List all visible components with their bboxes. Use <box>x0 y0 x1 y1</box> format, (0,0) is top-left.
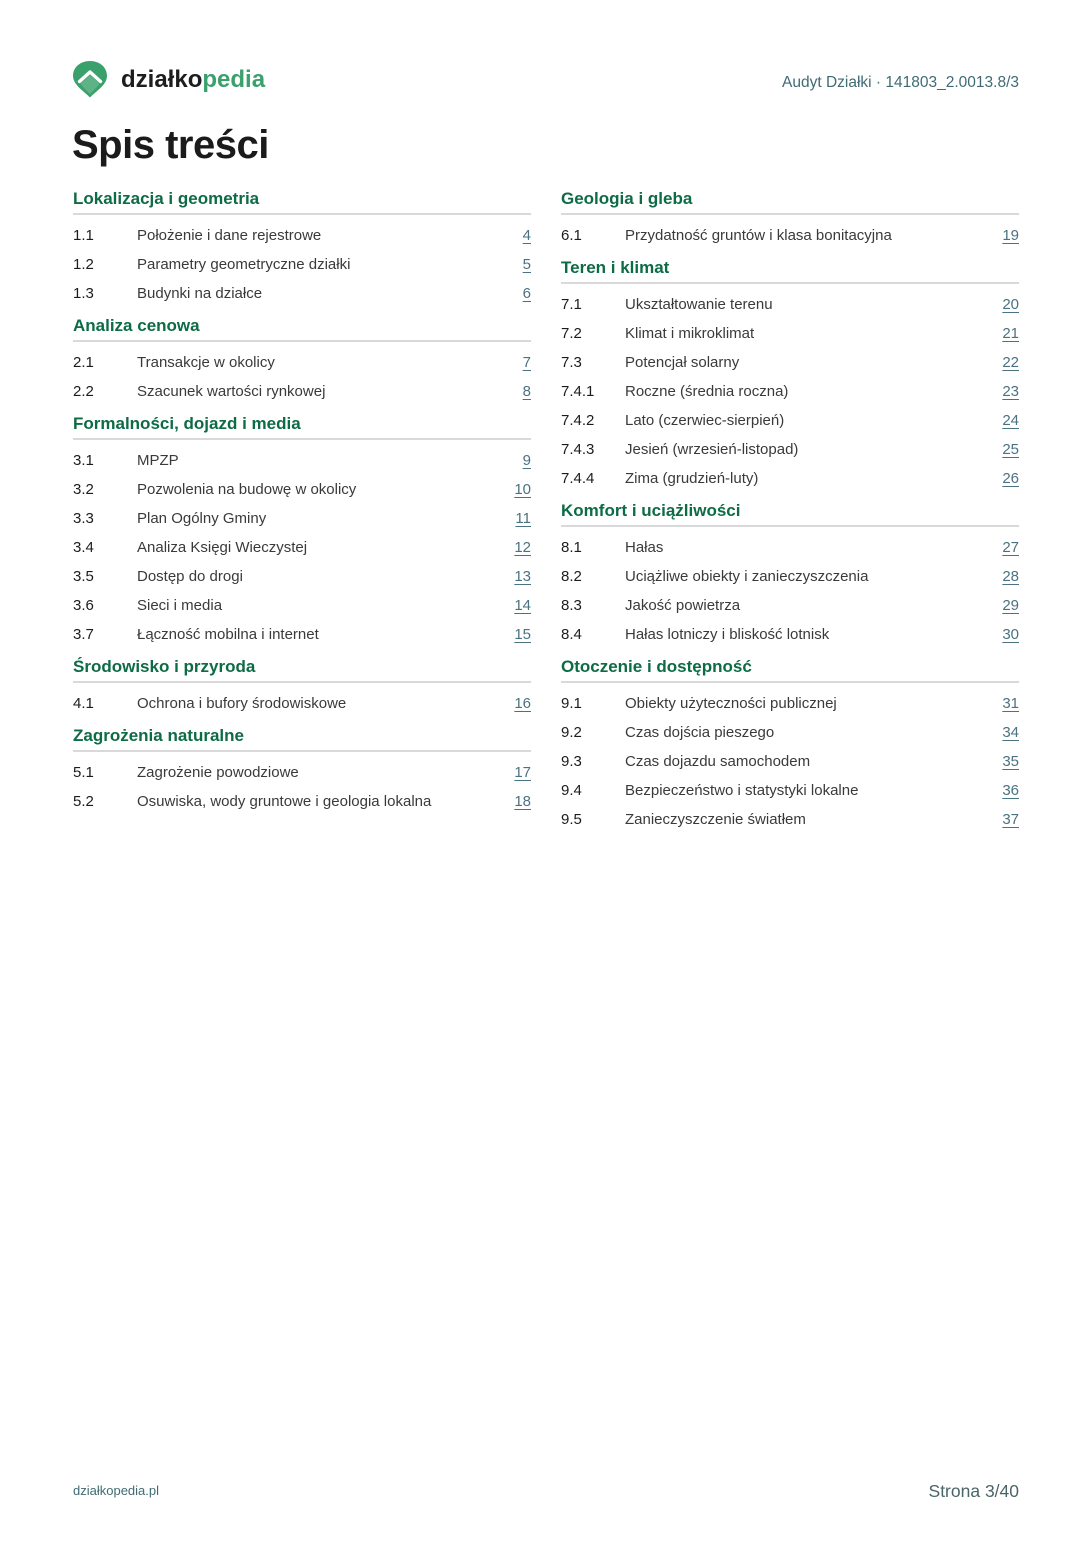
toc-entry-title: Sieci i media <box>137 597 223 614</box>
toc-entry-page-link[interactable]: 11 <box>515 510 531 527</box>
toc-entry <box>73 250 531 279</box>
toc-entry-number: 1.2 <box>73 256 94 273</box>
toc-entry-page-link[interactable]: 10 <box>514 481 531 498</box>
toc-entry-page-link[interactable]: 20 <box>1002 296 1019 313</box>
toc-entry-page-link[interactable]: 29 <box>1002 597 1019 614</box>
toc-entry <box>73 533 531 562</box>
toc-section <box>561 500 1019 649</box>
toc-section <box>73 725 531 816</box>
toc-entry-number: 1.1 <box>73 227 94 244</box>
toc-entry <box>561 377 1019 406</box>
toc-entry-title: Osuwiska, wody gruntowe i geologia lokalna <box>137 793 432 810</box>
toc-entry <box>73 377 531 406</box>
toc-entry-page-link[interactable]: 17 <box>514 764 531 781</box>
toc-entry-title: Potencjał solarny <box>625 354 740 371</box>
toc-entry-number: 8.1 <box>561 539 582 556</box>
toc-entry-number: 5.2 <box>73 793 94 810</box>
toc-entry <box>73 475 531 504</box>
toc-entry-page-link[interactable]: 28 <box>1002 568 1019 585</box>
toc-entry-page-link[interactable]: 24 <box>1002 412 1019 429</box>
toc-entry <box>561 620 1019 649</box>
toc-entry-title: Zima (grudzień-luty) <box>625 470 759 487</box>
toc-entry-page-link[interactable]: 31 <box>1002 695 1019 712</box>
map-pin-house-icon <box>72 60 108 98</box>
toc-entry-title: Dostęp do drogi <box>137 568 243 585</box>
toc-section-heading: Środowisko i przyroda <box>73 656 531 683</box>
toc-entry-page-link[interactable]: 12 <box>514 539 531 556</box>
toc-entry-number: 9.2 <box>561 724 582 741</box>
toc-entry-title: Czas dojazdu samochodem <box>625 753 811 770</box>
toc-section-heading: Geologia i gleba <box>561 188 1019 215</box>
toc-entry <box>73 446 531 475</box>
toc-entry <box>73 787 531 816</box>
toc-entry <box>561 747 1019 776</box>
toc-entry <box>561 562 1019 591</box>
toc-entry-title: Bezpieczeństwo i statystyki lokalne <box>625 782 859 799</box>
toc-entry-number: 3.4 <box>73 539 94 556</box>
toc-entry <box>561 290 1019 319</box>
toc-entry-page-link[interactable]: 9 <box>522 452 531 469</box>
toc-entry-number: 3.2 <box>73 481 94 498</box>
toc-entry-title: Jakość powietrza <box>625 597 741 614</box>
toc-entry-number: 3.1 <box>73 452 94 469</box>
toc-entry-title: Plan Ogólny Gminy <box>137 510 267 527</box>
toc-entry <box>561 776 1019 805</box>
toc-entry <box>561 348 1019 377</box>
toc-left-column <box>73 188 531 834</box>
toc-entry-title: Szacunek wartości rynkowej <box>137 383 326 400</box>
toc-entry-number: 8.2 <box>561 568 582 585</box>
toc-entry-page-link[interactable]: 35 <box>1002 753 1019 770</box>
toc-section-heading: Zagrożenia naturalne <box>73 725 531 752</box>
toc-entry-page-link[interactable]: 7 <box>522 354 531 371</box>
toc-entry-title: Czas dojścia pieszego <box>625 724 775 741</box>
toc-entry-title: MPZP <box>137 452 179 469</box>
toc-entry <box>561 805 1019 834</box>
toc-entry <box>73 758 531 787</box>
toc-entry-page-link[interactable]: 36 <box>1002 782 1019 799</box>
toc-entry-page-link[interactable]: 5 <box>522 256 531 273</box>
toc-entry-number: 8.4 <box>561 626 582 643</box>
toc-entry-title: Uciążliwe obiekty i zanieczyszczenia <box>625 568 869 585</box>
toc-entry-number: 5.1 <box>73 764 94 781</box>
toc-entry-title: Klimat i mikroklimat <box>625 325 755 342</box>
toc-entry-number: 9.1 <box>561 695 582 712</box>
toc-section <box>561 656 1019 834</box>
toc-section <box>73 315 531 406</box>
toc-entry-title: Przydatność gruntów i klasa bonitacyjna <box>625 227 892 244</box>
footer-site-link[interactable]: działkopedia.pl <box>73 1483 160 1498</box>
toc-entry <box>73 279 531 308</box>
toc-entry-title: Zagrożenie powodziowe <box>137 764 299 781</box>
toc-entry-title: Ochrona i bufory środowiskowe <box>137 695 347 712</box>
toc-entry-page-link[interactable]: 8 <box>522 383 531 400</box>
toc-entry-title: Obiekty użyteczności publicznej <box>625 695 837 712</box>
toc-entry <box>561 435 1019 464</box>
toc-entry <box>73 689 531 718</box>
toc-entry <box>73 348 531 377</box>
toc-entry-number: 9.3 <box>561 753 582 770</box>
toc-section <box>561 188 1019 250</box>
toc-entry-page-link[interactable]: 26 <box>1002 470 1019 487</box>
toc-entry-title: Zanieczyszczenie światłem <box>625 811 806 828</box>
toc-entry-number: 6.1 <box>561 227 582 244</box>
toc-entry-number: 7.3 <box>561 354 582 371</box>
toc-entry-page-link[interactable]: 13 <box>514 568 531 585</box>
toc-entry-title: Hałas lotniczy i bliskość lotnisk <box>625 626 830 643</box>
toc-entry-page-link[interactable]: 19 <box>1002 227 1019 244</box>
brand-name-part-green: pedia <box>202 66 266 93</box>
toc-section <box>561 257 1019 493</box>
toc-entry <box>73 504 531 533</box>
toc-entry-number: 1.3 <box>73 285 94 302</box>
toc-entry-title: Parametry geometryczne działki <box>137 256 351 273</box>
toc-entry-number: 7.2 <box>561 325 582 342</box>
toc-entry-title: Łączność mobilna i internet <box>137 626 319 643</box>
toc-entry-page-link[interactable]: 15 <box>514 626 531 643</box>
toc-entry <box>561 464 1019 493</box>
toc-entry-number: 4.1 <box>73 695 94 712</box>
toc-section-heading: Teren i klimat <box>561 257 1019 284</box>
toc-entry-page-link[interactable]: 37 <box>1002 811 1019 828</box>
toc-section <box>73 656 531 718</box>
toc-entry-title: Budynki na działce <box>137 285 263 302</box>
toc-entry-title: Ukształtowanie terenu <box>625 296 773 313</box>
toc-section <box>73 188 531 308</box>
toc-entry-number: 2.2 <box>73 383 94 400</box>
toc-entry-number: 7.4.4 <box>561 470 595 487</box>
brand-name-part-dark: działko <box>121 66 203 93</box>
toc-entry-title: Jesień (wrzesień-listopad) <box>625 441 799 458</box>
toc-entry-title: Lato (czerwiec-sierpień) <box>625 412 785 429</box>
toc-entry-page-link[interactable]: 23 <box>1002 383 1019 400</box>
toc-entry-page-link[interactable]: 16 <box>514 695 531 712</box>
document-id: Audyt Działki · 141803_2.0013.8/3 <box>782 74 1019 91</box>
toc-section-heading: Analiza cenowa <box>73 315 531 342</box>
toc-entry-page-link[interactable]: 21 <box>1002 325 1019 342</box>
toc-entry-number: 8.3 <box>561 597 582 614</box>
toc-entry-page-link[interactable]: 25 <box>1002 441 1019 458</box>
toc-entry-title: Położenie i dane rejestrowe <box>137 227 322 244</box>
toc-entry <box>73 221 531 250</box>
toc-entry-title: Hałas <box>625 539 664 556</box>
toc-entry <box>561 406 1019 435</box>
toc-entry <box>561 221 1019 250</box>
toc-section-heading: Otoczenie i dostępność <box>561 656 1019 683</box>
toc-entry-title: Analiza Księgi Wieczystej <box>137 539 308 556</box>
toc-entry-number: 3.7 <box>73 626 94 643</box>
page-number-label: Strona 3/40 <box>928 1481 1019 1501</box>
toc-entry-page-link[interactable]: 6 <box>522 285 531 302</box>
toc-entry-number: 7.4.3 <box>561 441 595 458</box>
page-title: Spis treści <box>72 123 269 167</box>
toc-entry <box>73 562 531 591</box>
toc-entry <box>561 533 1019 562</box>
brand-logotype <box>121 66 265 94</box>
toc-entry-title: Transakcje w okolicy <box>137 354 275 371</box>
toc-section-heading: Formalności, dojazd i media <box>73 413 531 440</box>
toc-entry <box>561 718 1019 747</box>
toc-entry-number: 9.4 <box>561 782 582 799</box>
toc-section-heading: Lokalizacja i geometria <box>73 188 531 215</box>
toc-section-heading: Komfort i uciążliwości <box>561 500 1019 527</box>
toc-section <box>73 413 531 649</box>
toc-entry <box>73 620 531 649</box>
toc-right-column <box>561 188 1019 834</box>
toc-entry-number: 9.5 <box>561 811 582 828</box>
toc-entry-number: 2.1 <box>73 354 94 371</box>
toc-entry-page-link[interactable]: 14 <box>514 597 531 614</box>
table-of-contents <box>73 188 1019 834</box>
toc-entry-page-link[interactable]: 30 <box>1002 626 1019 643</box>
toc-entry-number: 7.4.2 <box>561 412 595 429</box>
toc-entry <box>561 319 1019 348</box>
toc-entry-page-link[interactable]: 22 <box>1002 354 1019 371</box>
toc-entry-title: Pozwolenia na budowę w okolicy <box>137 481 357 498</box>
toc-entry-number: 3.3 <box>73 510 94 527</box>
toc-entry-number: 3.6 <box>73 597 94 614</box>
toc-entry-page-link[interactable]: 34 <box>1002 724 1019 741</box>
toc-entry-page-link[interactable]: 18 <box>514 793 531 810</box>
toc-entry-page-link[interactable]: 4 <box>522 227 531 244</box>
toc-entry-title: Roczne (średnia roczna) <box>625 383 789 400</box>
toc-entry-number: 3.5 <box>73 568 94 585</box>
toc-entry-number: 7.4.1 <box>561 383 595 400</box>
toc-entry <box>561 591 1019 620</box>
toc-entry-number: 7.1 <box>561 296 582 313</box>
toc-entry <box>561 689 1019 718</box>
toc-entry <box>73 591 531 620</box>
toc-entry-page-link[interactable]: 27 <box>1002 539 1019 556</box>
